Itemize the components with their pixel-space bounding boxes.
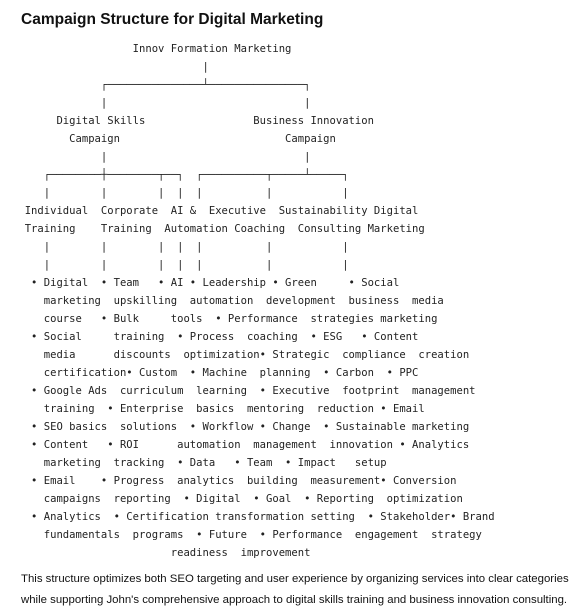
diagram-line: course • Bulk tools • Performance strategies marketing (12, 313, 438, 325)
diagram-line: | | (12, 97, 311, 109)
diagram-line: marketing upskilling automation development business media (12, 295, 444, 307)
diagram-line: • Digital • Team • AI • Leadership • Green • Social (12, 277, 400, 289)
diagram-line: • Content • ROI automation management innovation • Analytics (12, 439, 470, 451)
page-title: Campaign Structure for Digital Marketing (21, 11, 324, 28)
diagram-line: ┌────────┼────────┬──┐ ┌──────────┬─────┴─────┐ (12, 169, 349, 181)
diagram-line: campaigns reporting • Digital • Goal • Reporting optimization (12, 493, 463, 505)
diagram-line: • Analytics • Certification transformation setting • Stakeholder• Brand (12, 511, 495, 523)
caption-line-1: This structure optimizes both SEO targeting and user experience by organizing services into clear categories (21, 573, 569, 585)
diagram-line: | | | | | | | (12, 259, 349, 271)
diagram-line: | | | | | | | (12, 241, 349, 253)
diagram-line: • Social training • Process coaching • ESG • Content (12, 331, 419, 343)
diagram-line: Campaign Campaign (12, 133, 336, 145)
diagram-line: Training Training Automation Coaching Consulting Marketing (12, 223, 425, 235)
campaign-structure-diagram (12, 40, 495, 562)
diagram-line: • SEO basics solutions • Workflow • Change • Sustainable marketing (12, 421, 470, 433)
diagram-line: certification• Custom • Machine planning • Carbon • PPC (12, 367, 419, 379)
summary-caption (21, 569, 569, 611)
diagram-line: | | (12, 151, 311, 163)
diagram-line: fundamentals programs • Future • Performance engagement strategy (12, 529, 482, 541)
diagram-line: ┌───────────────┴───────────────┐ (12, 79, 311, 91)
diagram-line: Digital Skills Business Innovation (12, 115, 374, 127)
diagram-line: • Google Ads curriculum learning • Executive footprint management (12, 385, 476, 397)
diagram-line: training • Enterprise basics mentoring reduction • Email (12, 403, 425, 415)
diagram-line: media discounts optimization• Strategic compliance creation (12, 349, 470, 361)
diagram-line: | (12, 61, 209, 73)
diagram-line: Innov Formation Marketing (12, 43, 292, 55)
diagram-line: | | | | | | | (12, 187, 349, 199)
diagram-line: Individual Corporate AI & Executive Sustainability Digital (12, 205, 419, 217)
diagram-line: • Email • Progress analytics building measurement• Conversion (12, 475, 457, 487)
diagram-line: marketing tracking • Data • Team • Impact setup (12, 457, 387, 469)
caption-line-2: while supporting John's comprehensive approach to digital skills training and business innovation consulting. (21, 594, 568, 606)
diagram-line: readiness improvement (12, 547, 311, 559)
